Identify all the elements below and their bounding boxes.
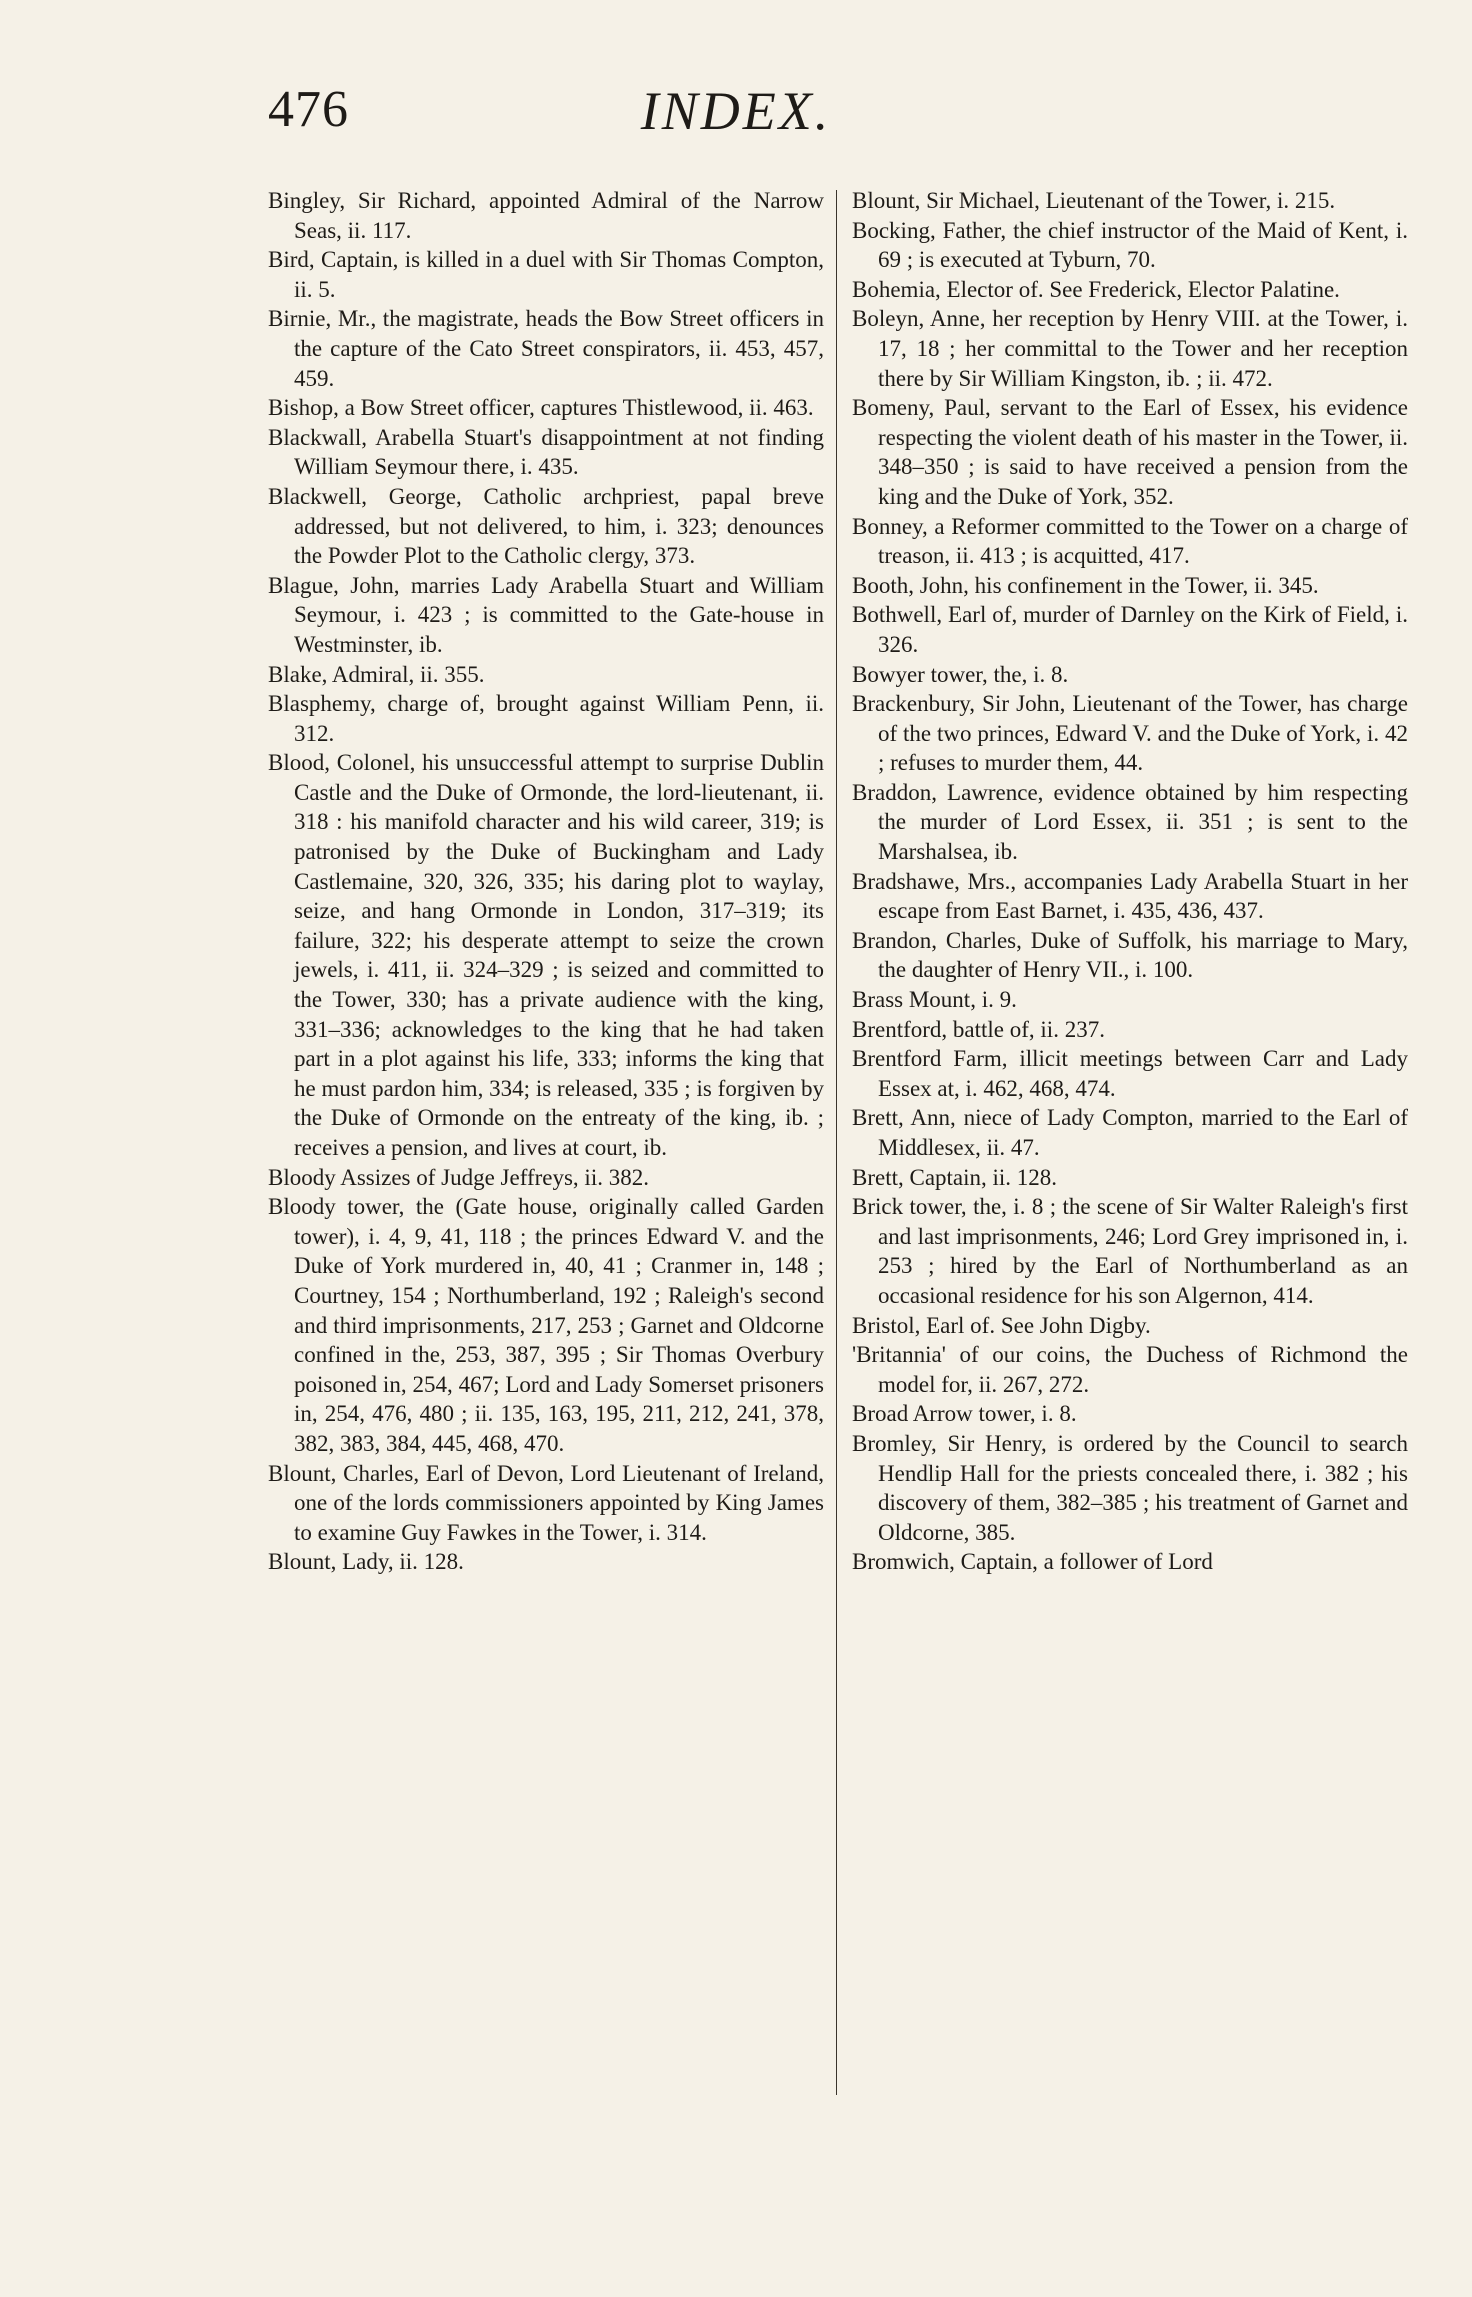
index-entry: Blackwell, George, Catholic archpriest, papal breve addressed, but not delivered, to him, i. 323; denounces the Powder Plot to the Catholic clergy, 373.: [268, 483, 824, 569]
index-entry: Bocking, Father, the chief instructor of the Maid of Kent, i. 69 ; is executed at Tyburn, 70.: [852, 217, 1408, 273]
index-entry: Brandon, Charles, Duke of Suffolk, his marriage to Mary, the daughter of Henry VII., i. 100.: [852, 927, 1408, 983]
running-title: INDEX.: [640, 81, 832, 141]
index-entry: Brass Mount, i. 9.: [852, 987, 1017, 1013]
index-entry: Braddon, Lawrence, evidence obtained by him respecting the murder of Lord Essex, ii. 351 ; is sent to the Marshalsea, ib.: [852, 779, 1408, 865]
index-entry: Blount, Sir Michael, Lieutenant of the Tower, i. 215.: [852, 188, 1336, 213]
index-entry: Bowyer tower, the, i. 8.: [852, 661, 1069, 687]
page-header: [0, 80, 1472, 160]
index-entry: Brett, Captain, ii. 128.: [852, 1164, 1058, 1190]
index-entry: Bloody tower, the (Gate house, originally called Garden tower), i. 4, 9, 41, 118 ; the princes Edward V. and the Duke of York murdered in, 40, 41 ; Cranmer in, 148 ; Courtney, 154 ; Northumberland, 192 ; Raleigh's second and third imprisonments, 217, 253 ; Garnet and Oldcorne confined in the, 253, 387, 395 ; Sir Thomas Overbury poisoned in, 254, 467; Lord and Lady Somerset prisoners in, 254, 476, 480 ; ii. 135, 163, 195, 211, 212, 241, 378, 382, 383, 384, 445, 468, 470.: [268, 1194, 824, 1456]
index-entry: Bishop, a Bow Street officer, captures Thistlewood, ii. 463.: [268, 395, 814, 421]
column-divider: [836, 190, 837, 2095]
index-entry: Bingley, Sir Richard, appointed Admiral of the Narrow Seas, ii. 117.: [268, 188, 824, 243]
page-number: 476: [268, 81, 349, 138]
index-entry: Bradshawe, Mrs., accompanies Lady Arabella Stuart in her escape from East Barnet, i. 435, 436, 437.: [852, 868, 1408, 924]
index-entry: Brentford Farm, illicit meetings between Carr and Lady Essex at, i. 462, 468, 474.: [852, 1046, 1408, 1101]
index-entry: Blount, Lady, ii. 128.: [268, 1549, 464, 1575]
index-entry: Brick tower, the, i. 8 ; the scene of Sir Walter Raleigh's first and last imprisonments, 246; Lord Grey imprisoned in, i. 253 ; hired by the Earl of Northumberland as an occasional residence for his son Algernon, 414.: [852, 1194, 1408, 1308]
index-entry: Bohemia, Elector of. See Frederick, Elector Palatine.: [852, 276, 1340, 302]
index-entry: Bird, Captain, is killed in a duel with Sir Thomas Compton, ii. 5.: [268, 247, 824, 302]
index-entry: Blackwall, Arabella Stuart's disappointment at not finding William Seymour there, i. 435.: [268, 424, 824, 480]
index-entry: Blount, Charles, Earl of Devon, Lord Lieutenant of Ireland, one of the lords commissioners appointed by King James to examine Guy Fawkes in the Tower, i. 314.: [268, 1460, 824, 1545]
index-entry: Boleyn, Anne, her reception by Henry VIII. at the Tower, i. 17, 18 ; her committal to the Tower and her reception there by Sir William Kingston, ib. ; ii. 472.: [852, 306, 1408, 391]
index-entry: Brett, Ann, niece of Lady Compton, married to the Earl of Middlesex, ii. 47.: [852, 1105, 1408, 1160]
index-entry: Bristol, Earl of. See John Digby.: [852, 1312, 1151, 1338]
index-entry: Birnie, Mr., the magistrate, heads the Bow Street officers in the capture of the Cato Street conspirators, ii. 453, 457, 459.: [268, 306, 824, 391]
index-entry: Brentford, battle of, ii. 237.: [852, 1016, 1105, 1042]
index-entry: Bromley, Sir Henry, is ordered by the Council to search Hendlip Hall for the priests concealed there, i. 382 ; his discovery of them, 382–385 ; his treatment of Garnet and Oldcorne, 385.: [852, 1430, 1408, 1545]
index-entry: Bloody Assizes of Judge Jeffreys, ii. 382.: [268, 1164, 649, 1190]
index-entry: Bromwich, Captain, a follower of Lord: [852, 1549, 1213, 1575]
index-column-left: [268, 186, 824, 2086]
index-entry: Bothwell, Earl of, murder of Darnley on the Kirk of Field, i. 326.: [852, 602, 1408, 657]
index-entry: Broad Arrow tower, i. 8.: [852, 1401, 1077, 1427]
index-entry: Blague, John, marries Lady Arabella Stuart and William Seymour, i. 423 ; is committed to the Gate-house in Westminster, ib.: [268, 572, 824, 657]
index-entry: Blasphemy, charge of, brought against William Penn, ii. 312.: [268, 691, 824, 746]
index-entry: Booth, John, his confinement in the Tower, ii. 345.: [852, 572, 1319, 598]
index-entry: Brackenbury, Sir John, Lieutenant of the Tower, has charge of the two princes, Edward V. and the Duke of York, i. 42 ; refuses to murder them, 44.: [852, 691, 1408, 776]
index-entry: Blake, Admiral, ii. 355.: [268, 661, 485, 687]
index-entry: Blood, Colonel, his unsuccessful attempt to surprise Dublin Castle and the Duke of Ormonde, the lord-lieutenant, ii. 318 : his manifold character and his wild career, 319; is patronised by the Duke of Buckingham and Lady Castlemaine, 320, 326, 335; his daring plot to waylay, seize, and hang Ormonde in London, 317–319; its failure, 322; his desperate attempt to seize the crown jewels, i. 411, ii. 324–329 ; is seized and committed to the Tower, 330; has a private audience with the king, 331–336; acknowledges to the king that he had taken part in a plot against his life, 333; informs the king that he must pardon him, 334; is released, 335 ; is forgiven by the Duke of Ormonde on the entreaty of the king, ib. ; receives a pension, and lives at court, ib.: [268, 750, 824, 1160]
index-entry: 'Britannia' of our coins, the Duchess of Richmond the model for, ii. 267, 272.: [852, 1342, 1408, 1397]
index-entry: Bomeny, Paul, servant to the Earl of Essex, his evidence respecting the violent death of his master in the Tower, ii. 348–350 ; is said to have received a pension from the king and the Duke of York, 352.: [852, 395, 1408, 509]
index-entry: Bonney, a Reformer committed to the Tower on a charge of treason, ii. 413 ; is acquitted, 417.: [852, 513, 1408, 569]
index-column-right: [852, 186, 1408, 2086]
